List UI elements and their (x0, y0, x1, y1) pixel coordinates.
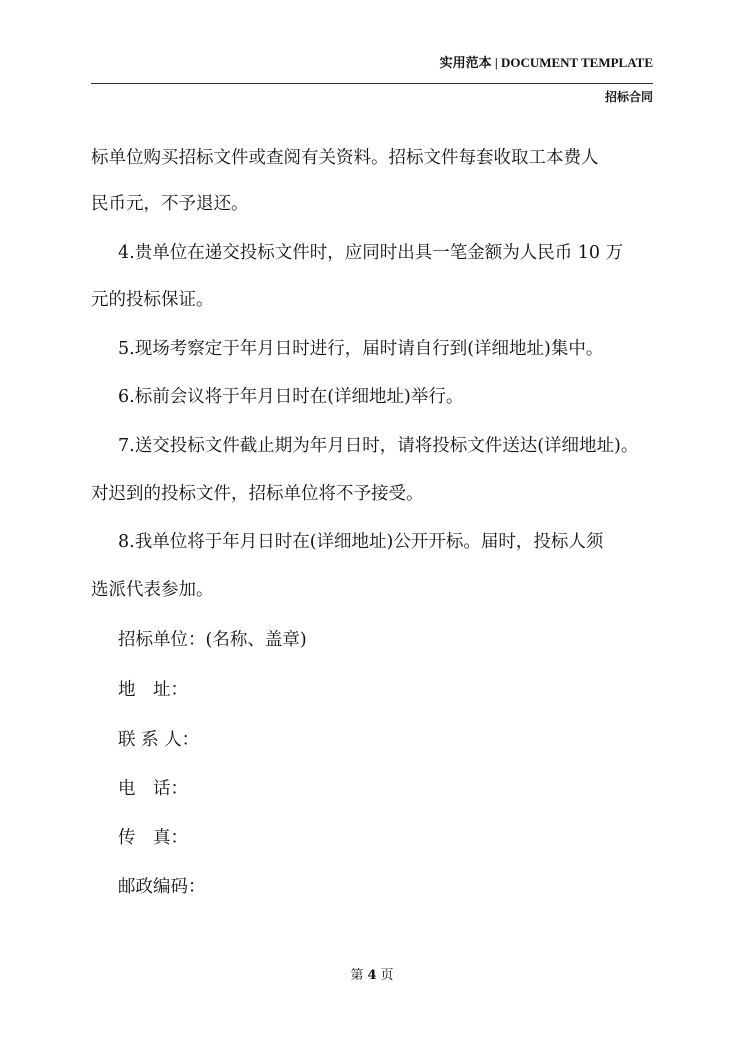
clause-5-line: 5.现场考察定于年月日时进行，届时请自行到(详细地址)集中。 (118, 339, 604, 359)
header-divider (91, 83, 653, 84)
phone-field: 电 话： (118, 779, 188, 799)
body-text-line: 对迟到的投标文件，招标单位将不予接受。 (91, 484, 424, 504)
tender-unit-field: 招标单位：(名称、盖章) (118, 630, 307, 650)
postal-code-field: 邮政编码： (118, 877, 206, 897)
page-header-title: 实用范本 | DOCUMENT TEMPLATE (439, 55, 653, 70)
fax-field: 传 真： (118, 828, 188, 848)
footer-suffix: 页 (380, 968, 394, 983)
clause-8-line: 8.我单位将于年月日时在(详细地址)公开开标。届时，投标人须 (118, 532, 604, 552)
body-text-line: 选派代表参加。 (91, 580, 214, 600)
footer-prefix: 第 (350, 968, 364, 983)
body-text-line: 民币元，不予退还。 (91, 194, 249, 214)
contact-person-field: 联 系 人： (118, 730, 200, 750)
page-header-subtitle: 招标合同 (604, 90, 653, 104)
page-number: 4 (367, 968, 377, 983)
body-text-line: 元的投标保证。 (91, 290, 214, 310)
clause-4-line: 4.贵单位在递交投标文件时，应同时出具一笔金额为人民币 10 万 (118, 243, 624, 263)
clause-6-line: 6.标前会议将于年月日时在(详细地址)举行。 (118, 387, 464, 407)
body-text-line: 标单位购买招标文件或查阅有关资料。招标文件每套收取工本费人 (91, 148, 599, 168)
page-footer (0, 964, 744, 983)
address-field: 地 址： (118, 680, 188, 700)
clause-7-line: 7.送交投标文件截止期为年月日时，请将投标文件送达(详细地址)。 (118, 436, 639, 456)
